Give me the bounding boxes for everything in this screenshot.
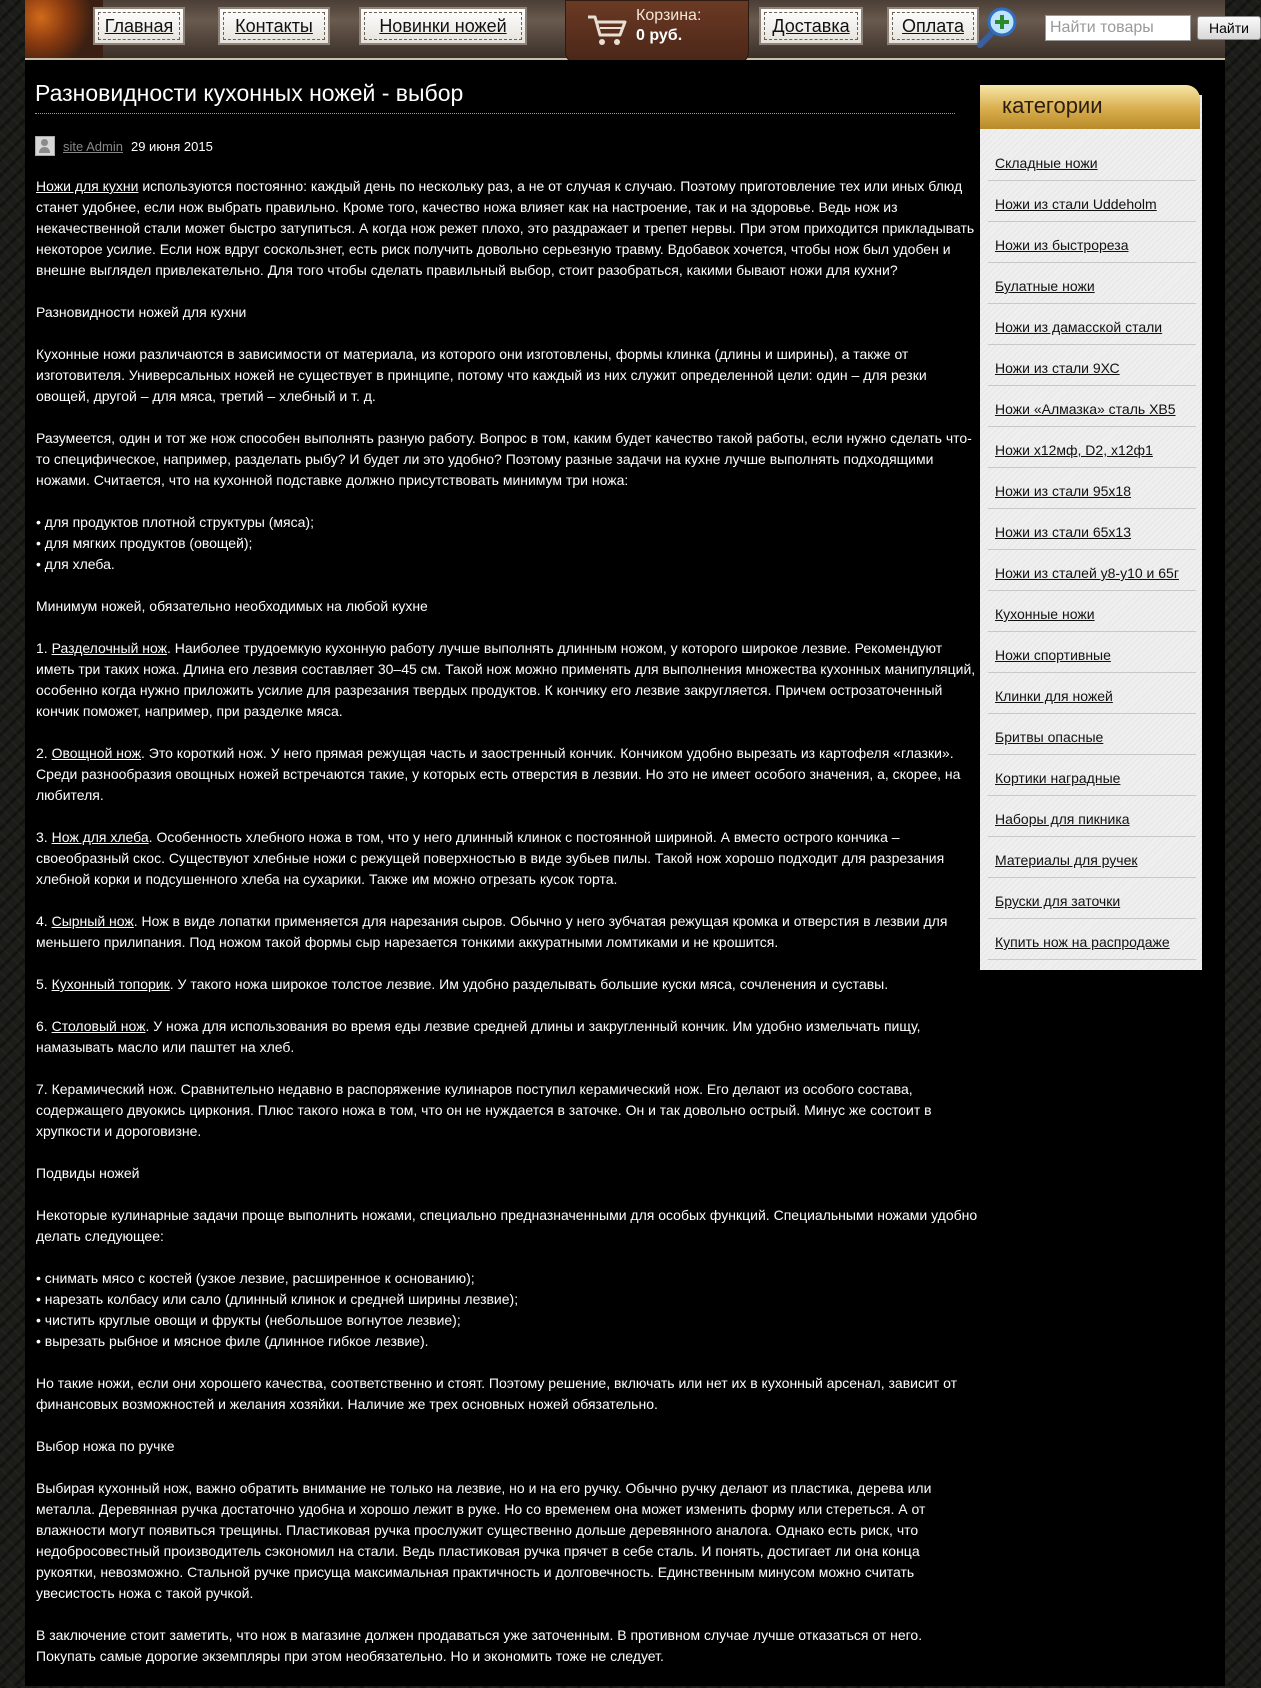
- list-item: • снимать мясо с костей (узкое лезвие, расширенное к основанию);: [36, 1270, 475, 1286]
- category-link[interactable]: Ножи из стали 9ХС: [988, 345, 1196, 386]
- category-link[interactable]: Ножи из сталей у8-у10 и 65г: [988, 550, 1196, 591]
- item-number: 6.: [36, 1018, 52, 1034]
- nav-home[interactable]: Главная: [93, 7, 185, 45]
- bullet-list: [36, 1268, 984, 1352]
- nav-new-knives[interactable]: Новинки ножей: [359, 7, 527, 45]
- nav-delivery[interactable]: Доставка: [759, 7, 863, 45]
- cart-widget[interactable]: [565, 0, 749, 64]
- cart-icon: [586, 13, 628, 47]
- knife-link[interactable]: Разделочный нож: [51, 640, 168, 656]
- cart-total: 0 руб.: [636, 27, 683, 44]
- knife-item: [36, 1016, 984, 1058]
- section-heading: Выбор ножа по ручке: [36, 1438, 175, 1454]
- category-link[interactable]: Ножи спортивные: [988, 632, 1196, 673]
- category-list: [980, 140, 1202, 960]
- knife-link[interactable]: Сырный нож: [51, 913, 134, 929]
- section-heading: Подвиды ножей: [36, 1165, 140, 1181]
- category-link[interactable]: Ножи х12мф, D2, х12ф1: [988, 427, 1196, 468]
- article-meta: [35, 136, 213, 156]
- category-link[interactable]: Кортики наградные: [988, 755, 1196, 796]
- category-link[interactable]: Кухонные ножи: [988, 591, 1196, 632]
- category-link[interactable]: Ножи из быстрореза: [988, 222, 1196, 263]
- publish-date: 29 июня 2015: [130, 138, 213, 154]
- item-text: . У ножа для использования во время еды лезвие средней длины и закругленный кончик. Им удобно измельчать пищу, намазывать масло или паштет на хлеб.: [36, 1018, 921, 1055]
- list-item: • для мягких продуктов (овощей);: [36, 535, 253, 551]
- search-button[interactable]: Найти: [1197, 16, 1261, 40]
- item-number: 4.: [36, 913, 52, 929]
- bullet-list: [36, 512, 984, 575]
- nav-payment[interactable]: Оплата: [887, 7, 979, 45]
- knife-item: [36, 974, 984, 995]
- item-text: . Нож в виде лопатки применяется для нарезания сыров. Обычно у него зубчатая режущая кромка и отверстия в лезвии для меньшего прилипания. Под ножом такой формы сыр нарезается тонкими аккуратными ломтиками и не крошится.: [36, 913, 948, 950]
- categories-banner: [980, 85, 1200, 129]
- intro-paragraph: [36, 176, 984, 281]
- author-avatar-icon: [35, 136, 55, 156]
- item-text: . Это короткий нож. У него прямая режущая часть и заостренный кончик. Кончиком удобно вырезать из картофеля «глазки». Среди разнообразия овощных ножей встречаются такие, у которых есть отверстия в лезвии. Но это не имеет особого значения, а, скорее, на любителя.: [36, 745, 961, 803]
- category-link[interactable]: Купить нож на распродаже: [988, 919, 1196, 960]
- category-link[interactable]: Булатные ножи: [988, 263, 1196, 304]
- article-body: [36, 176, 984, 1688]
- search-input[interactable]: [1045, 15, 1191, 41]
- intro-text: используются постоянно: каждый день по нескольку раз, а не от случая к случаю. Поэтому приготовление тех или иных блюд станет удобнее, если нож выбрать правильно. Кроме того, качество ножа влияет как на настроение, так и на здоровье. Ведь нож из некачественной стали может быстро затупиться. А когда нож режет плохо, это раздражает и трепет нервы. При этом приходится прикладывать некоторое усилие. Если нож вдруг соскользнет, есть риск получить довольно серьезную травму. Вдобавок хочется, чтобы нож был удобен и внешне выглядел привлекательно. Для того чтобы сделать правильный выбор, стоит разобраться, какими бывают ножи для кухни?: [36, 178, 975, 278]
- cart-label: Корзина:: [636, 7, 702, 24]
- nav-contacts[interactable]: Контакты: [218, 7, 330, 45]
- category-link[interactable]: Ножи «Алмазка» сталь ХВ5: [988, 386, 1196, 427]
- list-item: • для продуктов плотной структуры (мяса);: [36, 514, 314, 530]
- paragraph: Некоторые кулинарные задачи проще выполнить ножами, специально предназначенными для особых функций. Специальными ножами удобно делать следующее:: [36, 1207, 978, 1244]
- list-item: • чистить круглые овощи и фрукты (небольшое вогнутое лезвие);: [36, 1312, 461, 1328]
- knife-link[interactable]: Нож для хлеба: [51, 829, 149, 845]
- paragraph: 7. Керамический нож. Сравнительно недавно в распоряжение кулинаров поступил керамический нож. Его делают из особого состава, содержащего двуокись циркония. Плюс такого ножа в том, что он не нуждается в заточке. Он и так довольно острый. Минус же состоит в хрупкости и дороговизне.: [36, 1081, 932, 1139]
- categories-title: категории: [1002, 93, 1103, 118]
- category-link[interactable]: Ножи из стали Uddeholm: [988, 181, 1196, 222]
- section-heading: Минимум ножей, обязательно необходимых на любой кухне: [36, 598, 428, 614]
- list-item: • нарезать колбасу или сало (длинный клинок и средней ширины лезвие);: [36, 1291, 519, 1307]
- list-item: • вырезать рыбное и мясное филе (длинное гибкое лезвие).: [36, 1333, 429, 1349]
- site-header: [25, 0, 1249, 60]
- knife-item: [36, 911, 984, 953]
- knife-item: [36, 827, 984, 890]
- section-heading: Разновидности ножей для кухни: [36, 304, 247, 320]
- category-link[interactable]: Складные ножи: [988, 140, 1196, 181]
- category-link[interactable]: Бритвы опасные: [988, 714, 1196, 755]
- category-link[interactable]: Ножи из стали 65х13: [988, 509, 1196, 550]
- category-link[interactable]: Ножи из дамасской стали: [988, 304, 1196, 345]
- paragraph: Но такие ножи, если они хорошего качества, соответственно и стоят. Поэтому решение, включать или нет их в кухонный арсенал, зависит от финансовых возможностей и желания хозяйки. Наличие же трех основных ножей обязательно.: [36, 1375, 957, 1412]
- search-icon[interactable]: [975, 4, 1021, 50]
- item-number: 1.: [36, 640, 52, 656]
- item-text: . Особенность хлебного ножа в том, что у него длинный клинок с постоянной шириной. А вместо острого кончика – своеобразный скос. Существуют хлебные ножи с режущей поверхностью в виде зубьев пилы. Такой нож хорошо подходит для разрезания хлебной корки и подсушенного хлеба на сухарики. Также им можно отрезать кусок торта.: [36, 829, 945, 887]
- category-link[interactable]: Ножи из стали 95х18: [988, 468, 1196, 509]
- item-number: 2.: [36, 745, 52, 761]
- list-item: • для хлеба.: [36, 556, 115, 572]
- paragraph: Выбирая кухонный нож, важно обратить внимание не только на лезвие, но и на его ручку. Обычно ручку делают из пластика, дерева или металла. Деревянная ручка достаточно удобна и хорошо лежит в руке. Но со временем она может изменить форму или стереться. А от влажности могут появиться трещины. Пластиковая ручка прослужит существенно дольше деревянного аналога. Однако есть риск, что недобросовестный производитель сэкономил на стали. Ведь пластиковая ручка прячет в себе сталь. И понять, достигает ли она конца рукоятки, невозможно. Стальной ручке присуща максимальная практичность и долговечность. Единственным минусом можно считать увесистость ножа с такой ручкой.: [36, 1480, 932, 1601]
- author-link[interactable]: site Admin: [63, 138, 123, 154]
- item-number: 5.: [36, 976, 52, 992]
- category-link[interactable]: Бруски для заточки: [988, 878, 1196, 919]
- categories-sidebar: [980, 95, 1202, 970]
- category-link[interactable]: Клинки для ножей: [988, 673, 1196, 714]
- paragraph: Кухонные ножи различаются в зависимости от материала, из которого они изготовлены, формы клинка (длины и ширины), а также от изготовителя. Универсальных ножей не существует в принципе, потому что каждый из них служит определенной цели: один – для резки овощей, другой – для мяса, третий – хлебный и т. д.: [36, 346, 927, 404]
- category-link[interactable]: Материалы для ручек: [988, 837, 1196, 878]
- kitchen-knives-link[interactable]: Ножи для кухни: [36, 178, 139, 194]
- knife-item: [36, 743, 984, 806]
- category-link[interactable]: Наборы для пикника: [988, 796, 1196, 837]
- knife-link[interactable]: Кухонный топорик: [51, 976, 170, 992]
- header-decoration: [25, 0, 103, 58]
- item-text: . У такого ножа широкое толстое лезвие. Им удобно разделывать большие куски мяса, сочленения и суставы.: [169, 976, 889, 992]
- knife-link[interactable]: Овощной нож: [51, 745, 142, 761]
- knife-item: [36, 638, 984, 722]
- paragraph: В заключение стоит заметить, что нож в магазине должен продаваться уже заточенным. В противном случае лучше отказаться от него. Покупать самые дорогие экземпляры при этом необязательно. Но и экономить тоже не следует.: [36, 1627, 923, 1664]
- knife-link[interactable]: Столовый нож: [51, 1018, 146, 1034]
- paragraph: Разумеется, один и тот же нож способен выполнять разную работу. Вопрос в том, каким будет качество такой работы, если нужно сделать что-то специфическое, например, разделать рыбу? И будет ли это удобно? Поэтому разные задачи на кухне лучше выполнять подходящими ножами. Считается, что на кухонной подставке должно присутствовать минимум три ножа:: [36, 430, 972, 488]
- item-number: 3.: [36, 829, 52, 845]
- item-text: . Наиболее трудоемкую кухонную работу лучше выполнять длинным ножом, у которого широкое лезвие. Рекомендуют иметь три таких ножа. Длина его лезвия составляет 30–45 см. Такой нож можно применять для выполнения множества кухонных манипуляций, особенно когда нужно приложить усилие для разрезания твердых продуктов. К кончику его лезвие закругляется. Причем острозаточенный кончик поможет, например, при разделке мяса.: [36, 640, 976, 719]
- article-title: Разновидности кухонных ножей - выбор: [35, 80, 955, 114]
